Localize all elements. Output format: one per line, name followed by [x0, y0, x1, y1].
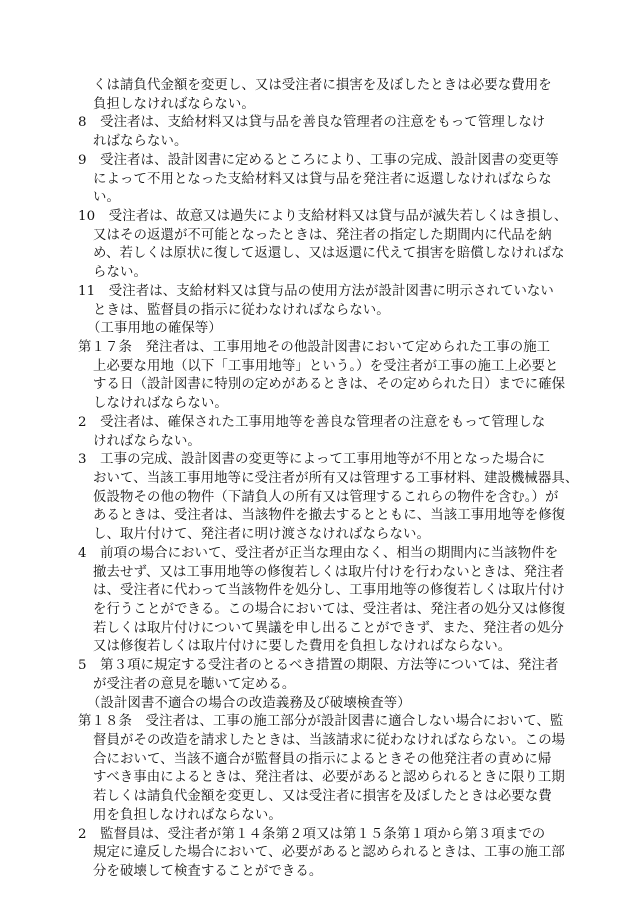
- text-line: ければならない。: [93, 433, 201, 449]
- text-line: すべき事由によるときは、発注者は、必要があると認められるときに限り工期: [93, 770, 565, 786]
- text-line: 分を破壊して検査することができる。: [93, 864, 323, 879]
- section-heading: （工事用地の確保等）: [87, 321, 222, 337]
- text-line: 2 受注者は、確保された工事用地等を善良な管理者の注意をもって管理しな: [78, 414, 546, 430]
- text-line: 負担しなければならない。: [93, 96, 255, 112]
- text-line: 上必要な用地（以下「工事用地等」という。）を受注者が工事の施工上必要と: [93, 358, 559, 374]
- text-line: 用を負担しなければならない。: [93, 807, 282, 823]
- text-line: 8 受注者は、支給材料又は貸与品を善良な管理者の注意をもって管理しなけ: [78, 115, 546, 131]
- text-line: 合において、当該不適合が監督員の指示によるときその他発注者の責めに帰: [93, 751, 552, 767]
- text-line: くは請負代金額を変更し、又は受注者に損害を及ぼしたときは必要な費用を: [93, 78, 552, 93]
- article-heading-17: 第１７条 発注者は、工事用地その他設計図書において定められた工事の施工: [78, 340, 551, 355]
- text-line: する日（設計図書に特別の定めがあるときは、その定められた日）までに確保: [93, 377, 566, 393]
- text-line: 若しくは取片付けについて異議を申し出ることができず、また、発注者の処分: [93, 620, 564, 636]
- text-line: ときは、監督員の指示に従わなければならない。: [93, 302, 390, 318]
- text-line: 9 受注者は、設計図書に定めるところにより、工事の完成、設計図書の変更等: [78, 152, 559, 168]
- text-line: らない。: [93, 265, 147, 281]
- text-line: あるときは、受注者は、当該物件を撤去するとともに、当該工事用地等を修復: [93, 508, 566, 524]
- article-heading-18: 第１８条 受注者は、工事の施工部分が設計図書に適合しない場合において、監: [78, 714, 564, 730]
- text-line: 10 受注者は、故意又は過失により支給材料又は貸与品が滅失若しくはき損し、: [78, 209, 568, 224]
- text-line: 又はその返還が不可能となったときは、発注者の指定した期間内に代品を納: [93, 227, 552, 243]
- text-line: い。: [93, 190, 120, 206]
- text-line: は、受注者に代わって当該物件を処分し、工事用地等の修復若しくは取片付け: [93, 583, 566, 599]
- section-heading: （設計図書不適合の場合の改造義務及び破壊検査等）: [87, 695, 411, 711]
- text-line: し、取片付けて、発注者に明け渡さなければならない。: [93, 527, 430, 543]
- text-line: 2 監督員は、受注者が第１４条第２項又は第１５条第１項から第３項までの: [78, 826, 546, 842]
- text-line: 又は修復若しくは取片付けに要した費用を負担しなければならない。: [93, 639, 512, 655]
- text-line: によって不用となった支給材料又は貸与品を発注者に返還しなければならな: [93, 171, 552, 187]
- text-line: を行うことができる。この場合においては、受注者は、発注者の処分又は修復: [93, 602, 566, 617]
- text-line: め、若しくは原状に復して返還し、又は返還に代えて損害を賠償しなければな: [93, 246, 565, 262]
- text-line: ればならない。: [93, 134, 188, 150]
- text-line: しなければならない。: [93, 396, 228, 412]
- text-line: が受注者の意見を聴いて定める。: [93, 676, 296, 692]
- text-line: 11 受注者は、支給材料又は貸与品の使用方法が設計図書に明示されていない: [78, 283, 554, 299]
- text-line: 督員がその改造を請求したときは、当該請求に従わなければならない。この場: [93, 733, 566, 748]
- text-line: おいて、当該工事用地等に受注者が所有又は管理する工事材料、建設機械器具、: [93, 471, 579, 486]
- text-line: 3 工事の完成、設計図書の変更等によって工事用地等が不用となった場合に: [78, 452, 546, 468]
- text-line: 4 前項の場合において、受注者が正当な理由なく、相当の期間内に当該物件を: [78, 545, 559, 561]
- text-line: 仮設物その他の物件（下請負人の所有又は管理するこれらの物件を含む。）が: [93, 489, 559, 505]
- text-line: 規定に違反した場合において、必要があると認められるときは、工事の施工部: [93, 845, 565, 861]
- text-line: 5 第３項に規定する受注者のとるべき措置の期限、方法等については、発注者: [78, 658, 559, 674]
- text-line: 撤去せず、又は工事用地等の修復若しくは取片付けを行わないときは、発注者: [93, 564, 565, 580]
- text-line: 若しくは請負代金額を変更し、又は受注者に損害を及ぼしたときは必要な費: [93, 789, 552, 805]
